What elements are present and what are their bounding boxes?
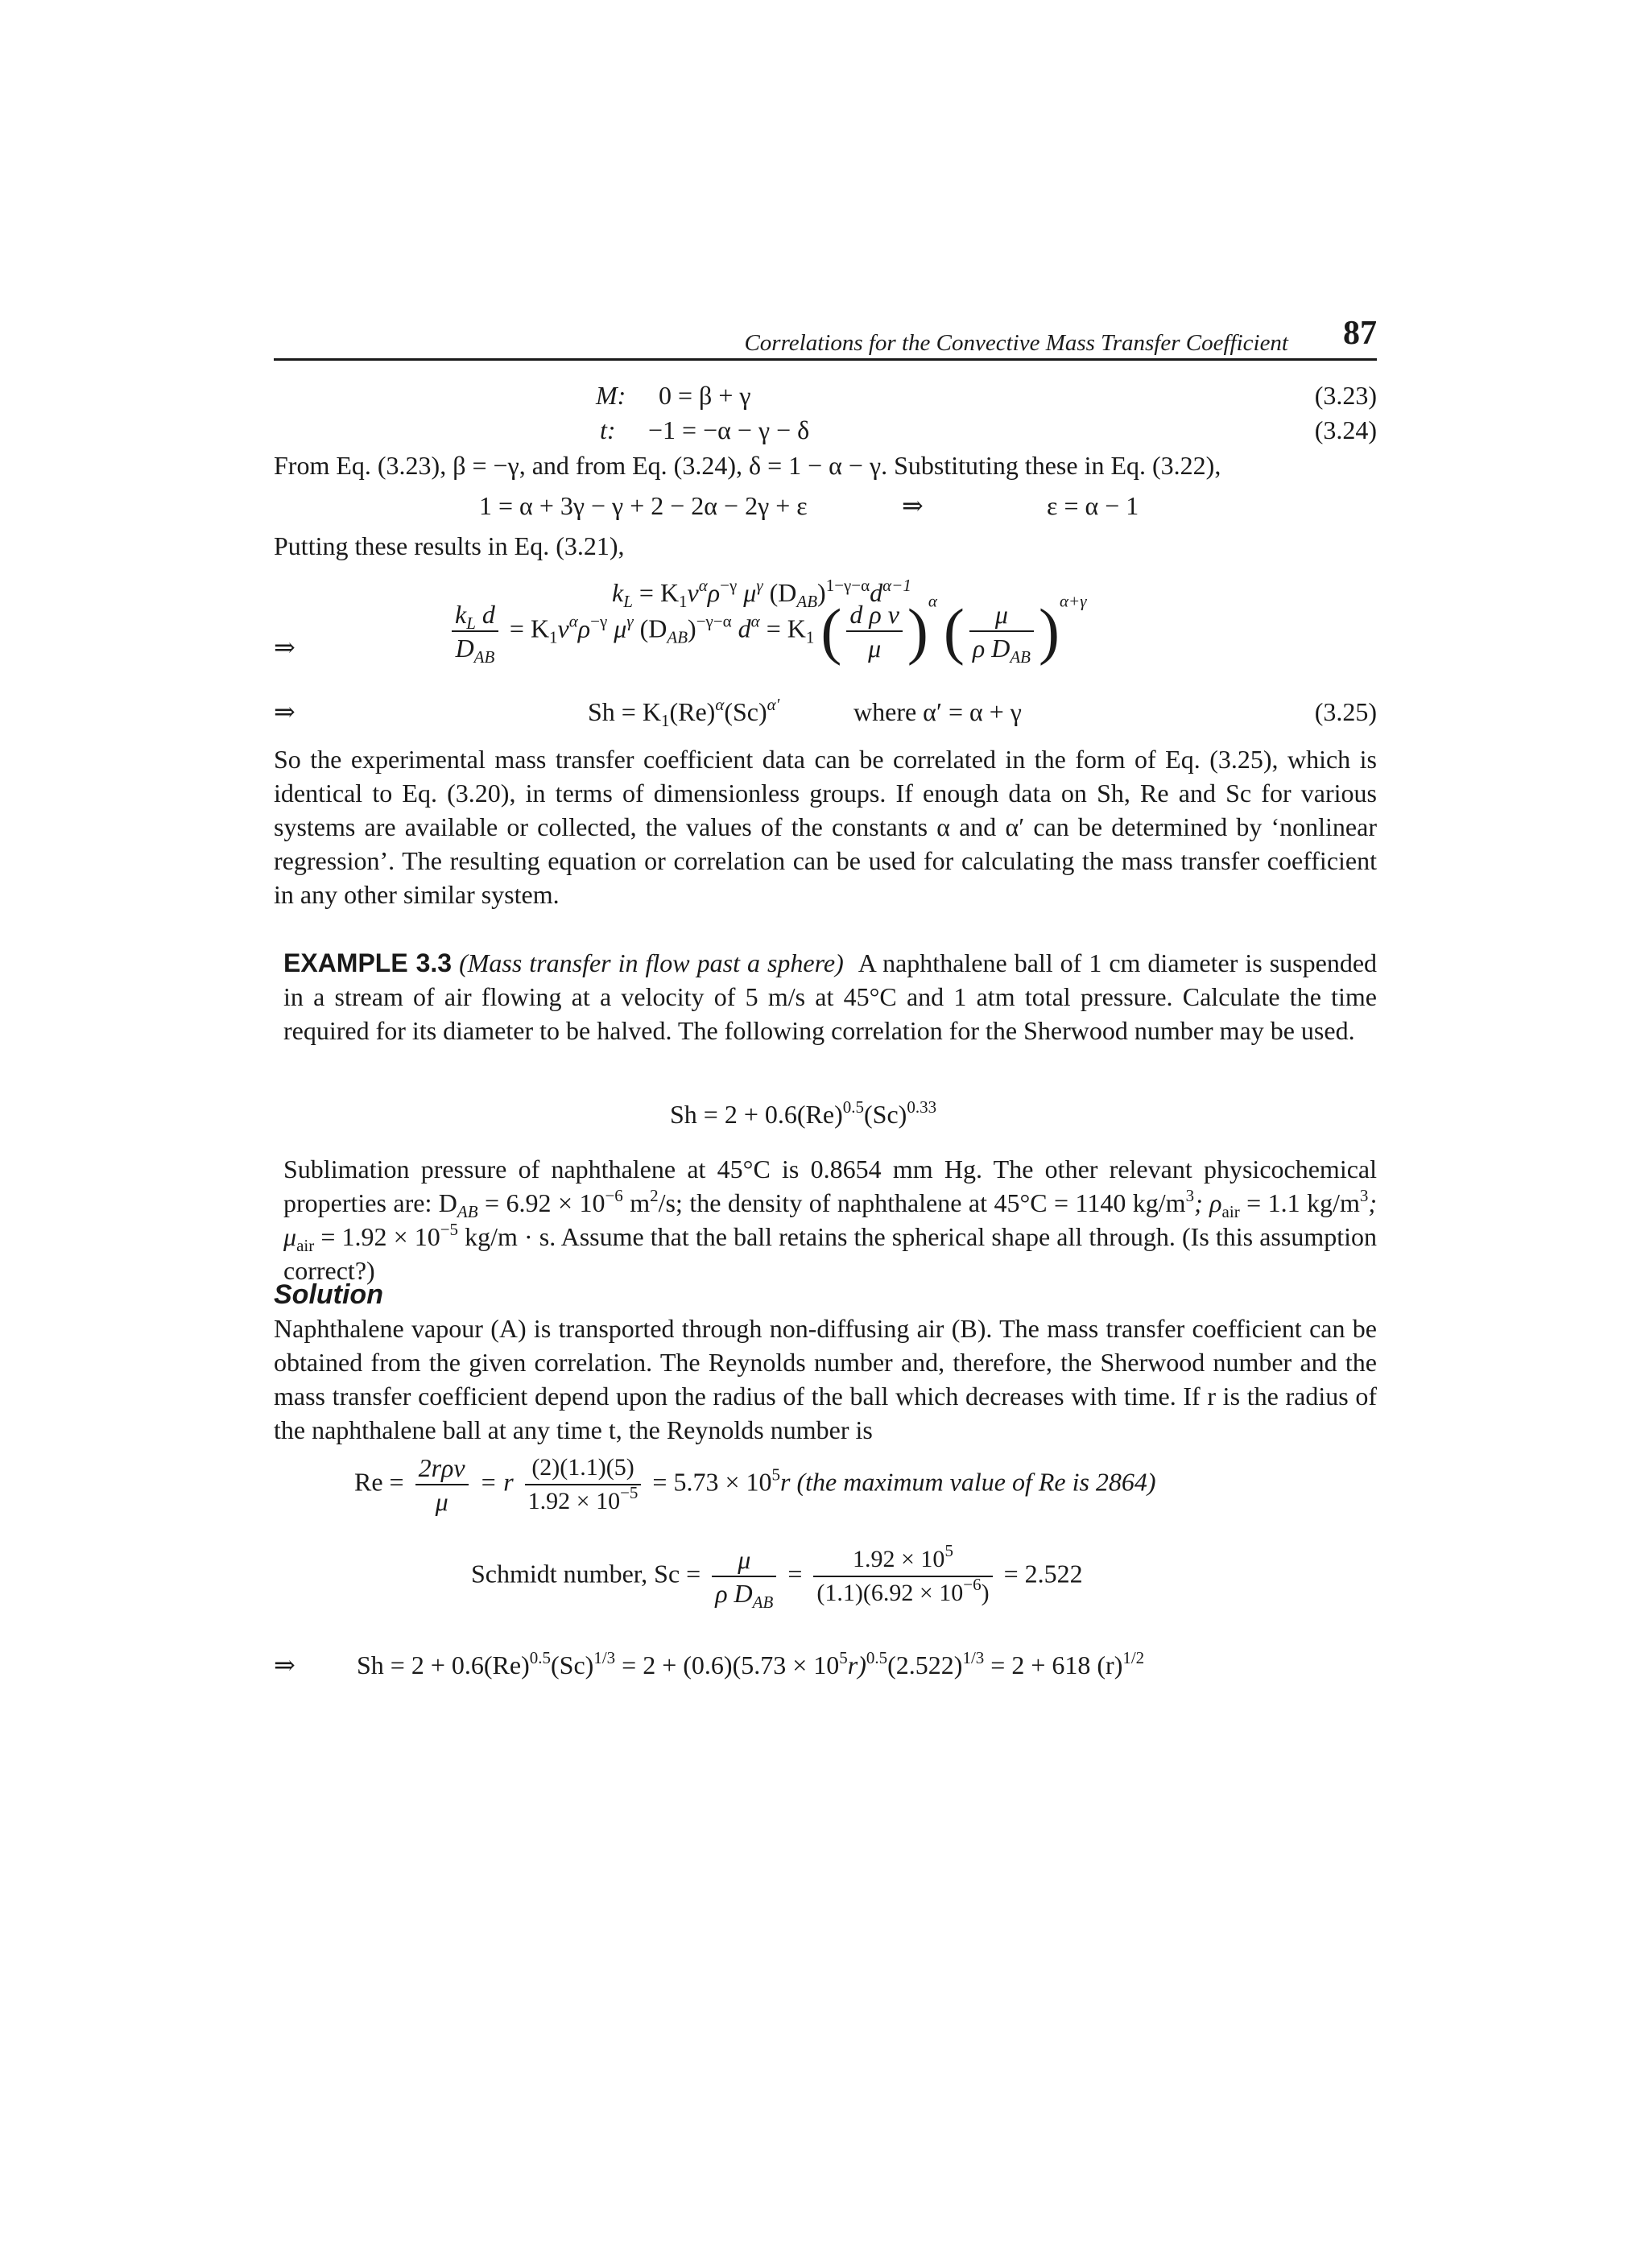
solution-heading: Solution	[274, 1279, 383, 1310]
implies-arrow: ⇒	[902, 491, 924, 520]
eq-3-25-number: (3.25)	[1314, 697, 1377, 726]
eq-3-24: −1 = −α − γ − δ	[648, 415, 810, 444]
eq-3-24-label: t:	[600, 415, 616, 444]
eq-3-24-number: (3.24)	[1314, 415, 1377, 444]
header-rule	[274, 358, 1377, 361]
example-title: (Mass transfer in flow past a sphere)	[459, 948, 844, 977]
paragraph-3: So the experimental mass transfer coefficient data can be correlated in the form of Eq. (3.25), which is identical to Eq. (3.20), in terms of dimensionless groups. If enough data on Sh, Re and Sc for various systems are available or collected, the values of the constants α and α′ can be determined by ‘nonlinear regression’. The resulting equation or correlation can be used for calculating the mass transfer coefficient in any other similar system.	[274, 745, 1377, 909]
example-3-3	[283, 946, 1377, 1047]
eq-schmidt: Schmidt number, Sc = $\frac{\mu}{\rho D_{AB}}$ = $\frac{1.92 \times 10^5}{(1.1)(6.92 \times 10^{-6})}$ = 2.522	[471, 1541, 1083, 1612]
eq-dimensionless-groups: $\frac{k_L d}{D_{AB}}$ = $K_1v^\alpha\rho^{-\gamma}$ $\mu^\gamma$ $(D_{AB})^{-\gamma-\alpha}$ $d^\alpha = K_1$ ( $\frac{\text{d ρ v}}{\mu}$ )$^\alpha$ ( $\frac{\mu}{\rho D_{AB}}$ )$^{\alpha+\gamma}$	[447, 598, 1086, 664]
eq-3-23-label: M:	[596, 381, 626, 410]
eq-3-25-where: where α′ = α + γ	[853, 697, 1022, 726]
eq-3-25: $Sh = K_1(Re)^\alpha(Sc)^{\alpha'}$	[588, 695, 780, 730]
arrow-1: ⇒	[274, 633, 295, 662]
example-properties: Sublimation pressure of naphthalene at 45°C is 0.8654 mm Hg. The other relevant physicochemical properties are: $D_{AB} = 6.92 \times 10^{-6}$ $m^2/s$; the density of naphthalene at 45°C = 1140 $kg/m^3$; $\rho_{air} = 1.1$ $kg/m^3$; $\mu_{air} = 1.92 \times 10^{-5}$ kg/m · s. Assume that the ball retains the spherical shape all through. (Is this assumption correct?)	[283, 1155, 1378, 1285]
arrow-3: ⇒	[274, 1650, 295, 1679]
solution-text: Naphthalene vapour (A) is transported through non-diffusing air (B). The mass transfer coefficient can be obtained from the given correlation. The Reynolds number and, therefore, the Sherwood number and the mass transfer coefficient depend upon the radius of the ball which decreases with time. If r is the radius of the naphthalene ball at any time t, the Reynolds number is	[274, 1314, 1377, 1444]
running-header	[274, 315, 1377, 363]
eq-3-23-number: (3.23)	[1314, 381, 1377, 410]
example-text: A naphthalene ball of 1 cm diameter is suspended in a stream of air flowing at a velocity of 5 m/s at 45°C and 1 atm total pressure. Calculate the time required for its diameter to be halved. The following correlation for the Sherwood number may be used.	[283, 948, 1378, 1045]
eq-sherwood-result: $Sh = 2 + 0.6(Re)^{0.5}(Sc)^{1/3} = 2 + (0.6)(5.73 \times 10^5r)^{0.5}(2.522)^{1/3} = 2 + 618$ $(r)^{1/2}$	[357, 1648, 1145, 1679]
eq-substitution: 1 = α + 3γ − γ + 2 − 2α − 2γ + ε	[479, 491, 808, 520]
eq-epsilon: ε = α − 1	[1047, 491, 1139, 520]
arrow-2: ⇒	[274, 697, 295, 726]
page-number: 87	[1343, 315, 1377, 352]
eq-reynolds: Re = $\frac{\text{2rρv}}{\mu}$ = r $\frac{(2)(1.1)(5)}{1.92 \times 10^{-5}}$ = $5.73 \times 10^5r$ (the maximum value of Re is 2864)	[354, 1453, 1156, 1516]
paragraph-2: Putting these results in Eq. (3.21),	[274, 531, 625, 560]
page	[274, 315, 1378, 1679]
eq-3-23: 0 = β + γ	[659, 381, 751, 410]
example-label: EXAMPLE 3.3	[283, 948, 453, 977]
running-title: Correlations for the Convective Mass Transfer Coefficient	[744, 330, 1288, 356]
eq-kl: $k_L = K_1v^\alpha\rho^{-\gamma}$ $\mu^\gamma$ $(D_{AB})^{1-\gamma-\alpha}d^{\alpha-1}$	[612, 576, 911, 611]
paragraph-1: From Eq. (3.23), β = −γ, and from Eq. (3.24), δ = 1 − α − γ. Substituting these in Eq. (3.22),	[274, 451, 1221, 480]
sherwood-correlation: $Sh = 2 + 0.6(Re)^{0.5}(Sc)^{0.33}$	[670, 1097, 937, 1129]
